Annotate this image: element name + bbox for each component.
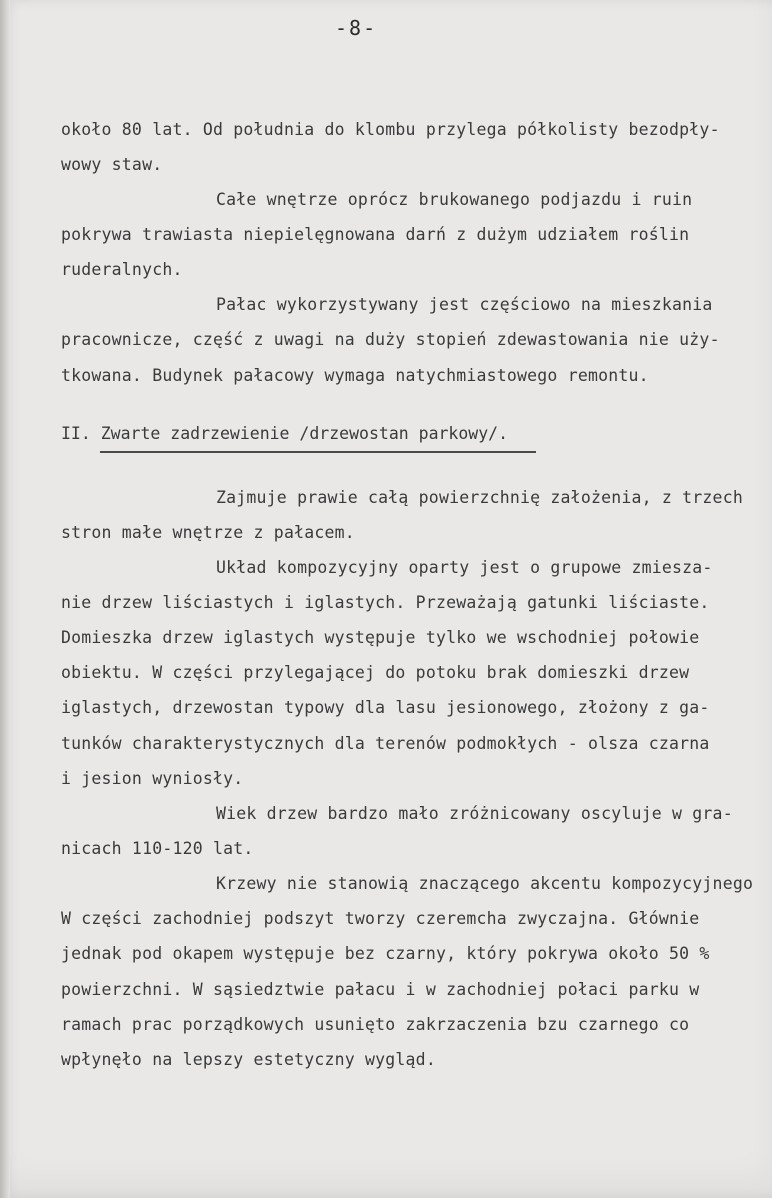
- text-line: wpłynęło na lepszy estetyczny wygląd.: [61, 1050, 436, 1069]
- text-line: Domieszka drzew iglastych występuje tylko we wschodniej połowie: [61, 628, 700, 647]
- text-line: i jesion wyniosły.: [61, 769, 244, 788]
- text-line: Całe wnętrze oprócz brukowanego podjazdu i ruin: [216, 190, 693, 209]
- text-line: Pałac wykorzystywany jest częściowo na mieszkania: [216, 295, 713, 314]
- text-line: nie drzew liściastych i iglastych. Przeważają gatunki liściaste.: [61, 593, 710, 612]
- text-line: ramach prac porządkowych usunięto zakrzaczenia bzu czarnego co: [61, 1015, 690, 1034]
- text-line: Krzewy nie stanowią znaczącego akcentu kompozycyjnego: [216, 874, 754, 893]
- text-line: ruderalnych.: [61, 260, 183, 279]
- text-line: jednak pod okapem występuje bez czarny, który pokrywa około 50 %: [61, 944, 710, 963]
- text-line: pracownicze, część z uwagi na duży stopień zdewastowania nie uży-: [61, 330, 720, 349]
- text-line: Wiek drzew bardzo mało zróżnicowany oscyluje w gra-: [216, 804, 733, 823]
- text-line: obiektu. W części przylegającej do potoku brak domieszki drzew: [61, 663, 690, 682]
- text-line: iglastych, drzewostan typowy dla lasu jesionowego, złożony z ga-: [61, 698, 710, 717]
- heading-underline: [100, 451, 536, 453]
- text-line: tkowana. Budynek pałacowy wymaga natychmiastowego remontu.: [61, 366, 649, 385]
- text-line: pokrywa trawiasta niepielęgnowana darń z dużym udziałem roślin: [61, 225, 690, 244]
- text-line: powierzchni. W sąsiedztwie pałacu i w zachodniej połaci parku w: [61, 980, 700, 999]
- text-line: Zajmuje prawie całą powierzchnię założenia, z trzech: [216, 488, 743, 507]
- text-line: około 80 lat. Od południa do klombu przylega półkolisty bezodpły-: [61, 120, 720, 139]
- text-line: stron małe wnętrze z pałacem.: [61, 523, 355, 542]
- text-line: W części zachodniej podszyt tworzy czeremcha zwyczajna. Głównie: [61, 909, 700, 928]
- page-number: -8-: [335, 16, 378, 40]
- page-binding-shadow: [0, 0, 10, 1198]
- text-line: Układ kompozycyjny oparty jest o grupowe zmiesza-: [216, 558, 713, 577]
- section-heading-number: II.: [61, 424, 101, 443]
- text-line: tunków charakterystycznych dla terenów podmokłych - olsza czarna: [61, 734, 710, 753]
- section-heading-text: Zwarte zadrzewienie /drzewostan parkowy/.: [100, 424, 509, 443]
- text-line: nicach 110-120 lat.: [61, 839, 254, 858]
- text-line: wowy staw.: [61, 155, 163, 174]
- section-heading: [61, 424, 508, 444]
